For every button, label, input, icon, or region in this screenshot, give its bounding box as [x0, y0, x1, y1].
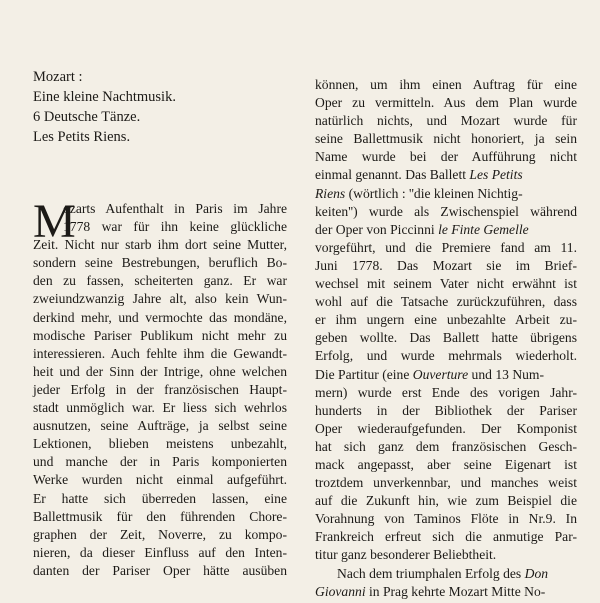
text-line: stadt unmöglich war. Er liess sich wehrlos: [33, 400, 287, 416]
text-run: (wörtlich : ''die kleinen Nichtig-: [345, 185, 523, 201]
text-line: Er hatte sich überreden lassen, eine: [33, 490, 287, 506]
italic-title: Ouverture: [412, 366, 469, 382]
work-title: Les Petits Riens.: [33, 129, 131, 145]
text-line: seine Ballettmusik nicht honoriert, ja sein: [315, 131, 577, 147]
italic-title: Don: [524, 565, 549, 581]
text-run: Nach dem triumphalen Erfolg des: [337, 565, 525, 581]
text-run: in Prag kehrte Mozart Mitte No-: [365, 583, 546, 599]
text-line: troztdem unverkennbar, und manches weist: [315, 475, 577, 491]
italic-title: Riens: [315, 185, 346, 201]
text-run: einmal genannt. Das Ballett: [315, 167, 470, 183]
text-line: hunderts in der Bibliothek der Pariser: [315, 402, 577, 418]
text-line: Oper wiederaufgefunden. Der Komponist: [315, 420, 577, 436]
text-line: auf die Zukunft hin, wie zum Beispiel die: [315, 493, 577, 509]
text-line: Vorahnung von Taminos Flöte in Nr.9. In: [315, 511, 577, 527]
text-line: Zeit. Nicht nur starb ihm dort seine Mutter,: [33, 237, 287, 253]
italic-title: Les Petits: [469, 167, 523, 183]
text-line: Frankreich erfreut sich die anmutige Par-: [315, 529, 577, 545]
text-line: derkind mehr, und vermochte das mondäne,: [33, 309, 287, 325]
text-line: keiten'') wurde als Zwischenspiel während: [315, 203, 577, 219]
text-line: und manche der in Paris komponierten: [33, 454, 287, 470]
work-title: 6 Deutsche Tänze.: [33, 109, 141, 125]
text-line: [315, 583, 577, 601]
text-line: [315, 166, 577, 184]
text-run: Die Partitur (eine: [315, 366, 413, 382]
text-line: zweiundzwanzig Jahre alt, also kein Wun-: [33, 291, 287, 307]
text-line: [315, 366, 577, 384]
text-line: nieren, da dieser Einfluss auf den Inten-: [33, 544, 287, 560]
text-line: hat sich ganz dem französischen Gesch-: [315, 438, 577, 454]
work-title: Eine kleine Nachtmusik.: [33, 89, 176, 105]
text-line: geben wollte. Das Ballett hatte übrigens: [315, 330, 577, 346]
text-line: mern) wurde erst Ende des vorigen Jahr-: [315, 384, 577, 400]
text-line: Name wurde bei der Aufführung nicht: [315, 149, 577, 165]
text-line: Ballettmusik für den führenden Chore-: [33, 508, 287, 524]
text-line: [315, 221, 577, 239]
text-line: modische Pariser Publikum nicht mehr zu: [33, 327, 287, 343]
text-line: er ihm ungern eine unbezahlte Arbeit zu-: [315, 312, 577, 328]
text-line: Juni 1778. Das Mozart sie im Brief-: [315, 257, 577, 273]
italic-title: Giovanni: [315, 583, 366, 599]
essay-paragraph-1: [33, 195, 287, 580]
text-line: heit und der Sinn der Intrige, ohne welchen: [33, 363, 287, 379]
text-line: interessieren. Auch fehlte ihm die Gewandt-: [33, 345, 287, 361]
text-line: wohl auf die Tatsache zurückzuführen, dass: [315, 294, 577, 310]
text-line: können, um ihm einen Auftrag für eine: [315, 77, 577, 92]
drop-cap: M: [33, 195, 76, 248]
text-run: und 13 Num-: [468, 366, 545, 382]
text-line: den zu fassen, scheiterten ganz. Er war: [33, 273, 287, 289]
right-column: [315, 76, 577, 601]
text-line: ausnutzen, seine Aufträge, ja selbst seine: [33, 418, 287, 434]
text-line: titur ganz besonderer Beliebtheit.: [315, 547, 497, 563]
text-line: natürlich nichts, und Mozart wurde für: [315, 113, 577, 129]
text-run: der Oper von Piccinni: [315, 221, 439, 237]
text-line: sondern seine Bestrebungen, beruflich Bo-: [33, 255, 287, 271]
text-line: Oper zu vermitteln. Aus dem Plan wurde: [315, 95, 577, 111]
text-line: mack angepasst, aber seine Eigenart ist: [315, 456, 577, 472]
text-line: vorgeführt, und die Premiere fand am 11.: [315, 239, 577, 255]
text-line: ozarts Aufenthalt in Paris im Jahre: [63, 201, 287, 216]
text-line: jeder Erfolg in der französischen Haupt-: [33, 381, 287, 397]
italic-title: le Finte Gemelle: [438, 221, 529, 237]
text-line: danten der Pariser Oper hätte ausüben: [33, 562, 287, 578]
text-line: 1778 war für ihn keine glückliche: [63, 219, 287, 235]
work-list: [33, 67, 287, 147]
text-line: Lektionen, blieben meistens unbezahlt,: [33, 436, 287, 452]
text-line: graphen der Zeit, Noverre, zu kompo-: [33, 526, 287, 542]
text-line: wechsel mit seinem Vater nicht erwähnt ist: [315, 276, 577, 292]
left-column: [33, 67, 287, 580]
text-line: Erfolg, und wurde mehrmals wiederholt.: [315, 348, 577, 364]
text-line: Werke wurden nicht einmal aufgeführt.: [33, 472, 287, 488]
composer-heading: Mozart :: [33, 69, 83, 85]
text-line: [315, 565, 577, 583]
text-line: [315, 185, 577, 203]
